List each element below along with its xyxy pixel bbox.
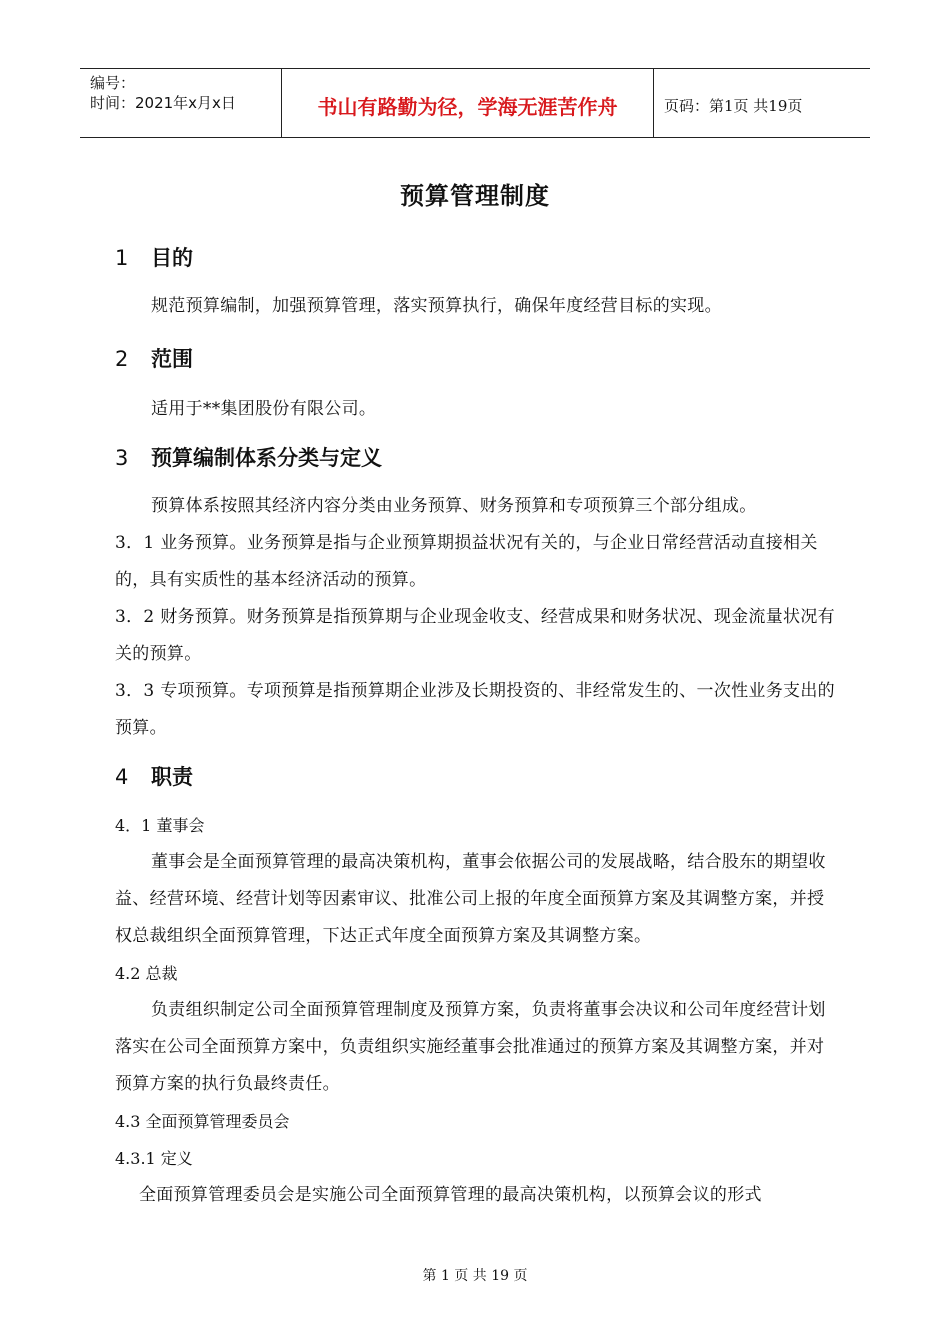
section-heading-3 — [115, 440, 835, 476]
section-heading-1 — [115, 240, 835, 276]
doc-number-label: 编号： — [90, 74, 136, 92]
paragraph: 全面预算管理委员会是实施公司全面预算管理的最高决策机构，以预算会议的形式 — [139, 1185, 762, 1205]
header-motto: 书山有路勤为径，学海无涯苦作舟 — [282, 69, 654, 137]
section-heading-2 — [115, 341, 835, 377]
paragraph: 预算体系按照其经济内容分类由业务预算、财务预算和专项预算三个部分组成。 — [151, 496, 757, 516]
section-number: 4 — [115, 765, 129, 789]
doc-time-label: 时间：2021年x月x日 — [90, 94, 236, 112]
header-meta — [80, 69, 282, 137]
section-title: 目的 — [151, 245, 193, 270]
paragraph: 董事会是全面预算管理的最高决策机构，董事会依据公司的发展战略，结合股东的期望收益、经营环境、经营计划等因素审议、批准公司上报的年度全面预算方案及其调整方案，并授权总裁组织全面预算管理，下达正式年度全面预算方案及其调整方案。 — [115, 852, 826, 946]
section-title: 范围 — [151, 346, 193, 371]
page-header — [80, 68, 870, 138]
page-footer: 第 1 页 共 19 页 — [422, 1268, 528, 1284]
paragraph: 负责组织制定公司全面预算管理制度及预算方案，负责将董事会决议和公司年度经营计划落实在公司全面预算方案中，负责组织实施经董事会批准通过的预算方案及其调整方案，并对预算方案的执行负最终责任。 — [115, 1000, 826, 1094]
paragraph: 3．2 财务预算。财务预算是指预算期与企业现金收支、经营成果和财务状况、现金流量状况有关的预算。 — [115, 607, 835, 664]
section-number: 3 — [115, 446, 129, 470]
document-title: 预算管理制度 — [400, 181, 550, 210]
header-page-info: 页码：第1页 共19页 — [664, 96, 803, 115]
paragraph: 规范预算编制，加强预算管理，落实预算执行，确保年度经营目标的实现。 — [151, 296, 722, 316]
paragraph: 适用于**集团股份有限公司。 — [151, 399, 377, 419]
document-body — [115, 240, 835, 1214]
subsection-heading: 4.3 全面预算管理委员会 — [115, 1112, 290, 1131]
subsection-heading: 4.3.1 定义 — [115, 1149, 193, 1168]
section-number: 2 — [115, 347, 129, 371]
paragraph: 3．1 业务预算。业务预算是指与企业预算期损益状况有关的，与企业日常经营活动直接相关的，具有实质性的基本经济活动的预算。 — [115, 533, 818, 590]
subsection-heading: 4．1 董事会 — [115, 816, 205, 835]
section-title: 职责 — [151, 764, 193, 789]
section-heading-4 — [115, 759, 835, 795]
section-number: 1 — [115, 246, 129, 270]
section-title: 预算编制体系分类与定义 — [151, 445, 382, 470]
subsection-heading: 4.2 总裁 — [115, 964, 178, 983]
paragraph: 3．3 专项预算。专项预算是指预算期企业涉及长期投资的、非经常发生的、一次性业务支出的预算。 — [115, 681, 835, 738]
